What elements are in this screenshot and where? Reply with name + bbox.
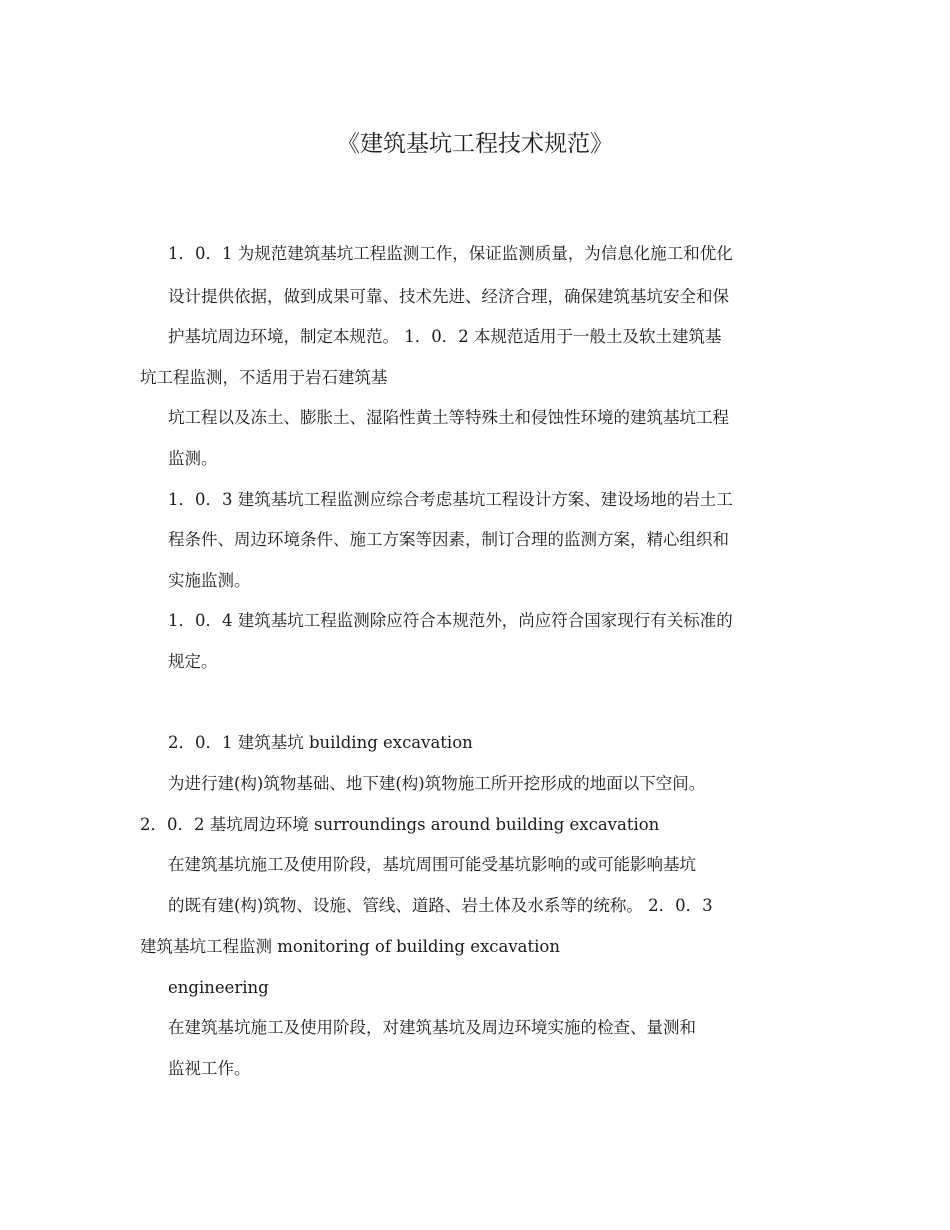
text-line: 护基坑周边环境，制定本规范。 1．0．2 本规范适用于一般土及软土建筑基 [168,327,722,346]
text-line: 的既有建(构)筑物、设施、管线、道路、岩土体及水系等的统称。 2．0．3 [168,896,713,915]
text-line: 规定。 [168,652,218,671]
text-line: 建筑基坑工程监测 monitoring of building excavation [140,937,560,956]
text-line: engineering [168,978,269,997]
text-line: 在建筑基坑施工及使用阶段，基坑周围可能受基坑影响的或可能影响基坑 [168,855,696,874]
text-line: 2．0．1 建筑基坑 building excavation [168,733,473,752]
text-line: 1．0．4 建筑基坑工程监测除应符合本规范外，尚应符合国家现行有关标准的 [168,611,733,630]
text-line: 监视工作。 [168,1059,251,1078]
text-line: 为进行建(构)筑物基础、地下建(构)筑物施工所开挖形成的地面以下空间。 [168,774,706,793]
text-line: 1．0．3 建筑基坑工程监测应综合考虑基坑工程设计方案、建设场地的岩土工 [168,490,733,509]
text-line: 坑工程以及冻土、膨胀土、湿陷性黄土等特殊土和侵蚀性环境的建筑基坑工程 [168,408,729,427]
text-line: 1．0．1 为规范建筑基坑工程监测工作，保证监测质量，为信息化施工和优化 [168,244,733,263]
text-line: 2．0．2 基坑周边环境 surroundings around building excavation [140,815,660,834]
text-line: 监测。 [168,449,218,468]
text-line: 实施监测。 [168,571,251,590]
text-line: 在建筑基坑施工及使用阶段，对建筑基坑及周边环境实施的检查、量测和 [168,1018,696,1037]
text-line: 设计提供依据，做到成果可靠、技术先进、经济合理，确保建筑基坑安全和保 [168,287,729,306]
text-line: 坑工程监测，不适用于岩石建筑基 [140,368,388,387]
text-line: 程条件、周边环境条件、施工方案等因素，制订合理的监测方案，精心组织和 [168,530,729,549]
document-title: 《建筑基坑工程技术规范》 [337,131,613,157]
